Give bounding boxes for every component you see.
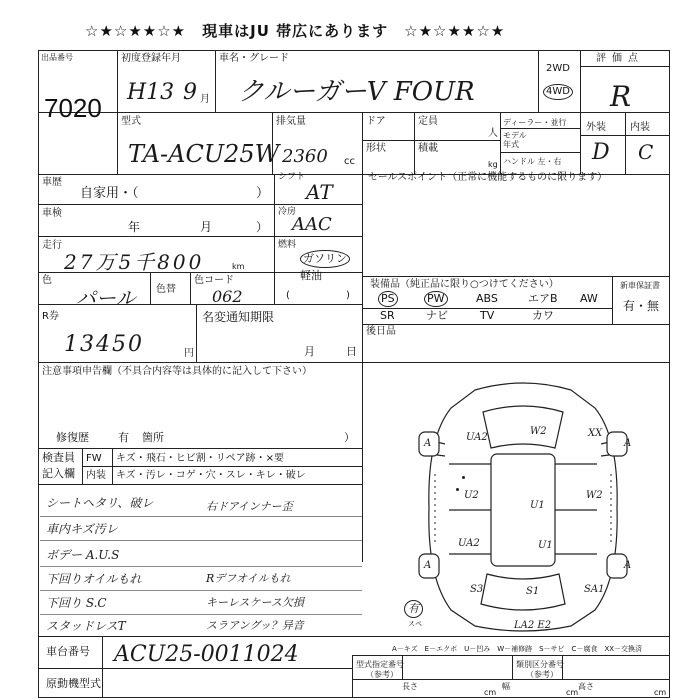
eval-value: R (610, 80, 632, 113)
height-unit: cm (654, 688, 667, 697)
deadline-day: 日 (346, 345, 357, 358)
remark-right-1: 右ドアインナー歪 (206, 500, 293, 513)
mileage-label: 走行 (42, 240, 62, 251)
notes-label: 注意事項申告欄（不具合内容等は具体的に記入して下さい） (42, 366, 312, 377)
fuel-gas: ガソリン (300, 250, 350, 268)
inspection-close: ） (256, 220, 269, 234)
class-label: 類別区分番号 (516, 660, 564, 669)
damage-label: A (624, 560, 632, 571)
repair-place: 箇所 (142, 431, 164, 444)
dealer-label: ディーラー・並行 (503, 118, 567, 127)
drive-4wd: 4WD (543, 84, 573, 100)
color-label: 色 (42, 275, 52, 286)
warranty-label: 新車保証書 (620, 281, 660, 290)
damage-label: S3 (470, 584, 484, 595)
inspector-int: 内装 (86, 470, 106, 481)
damage-label: UA2 (458, 538, 480, 549)
car-name-label: 車名・グレード (219, 53, 289, 64)
int-label: 内装 (630, 122, 650, 133)
model-cert-ref: （参考） (366, 670, 398, 679)
width-label: 幅 (502, 682, 510, 691)
model-year-label: モデル年式 (503, 131, 527, 149)
model-value: TA-ACU25W (128, 140, 280, 168)
damage-label: UA2 (466, 432, 488, 443)
inspection-label: 車検 (42, 208, 62, 219)
color-code-label: 色コード (194, 275, 234, 286)
history-label: 車歴 (42, 177, 62, 188)
repair-value: 有 (118, 431, 129, 444)
disp-value: 2360 (282, 146, 328, 167)
mileage-value: 27万5千800 (64, 250, 205, 274)
remark-6: スタッドレスT (46, 619, 126, 633)
mileage-unit: km (232, 262, 245, 271)
load-unit: kg (488, 160, 498, 169)
remark-3: ボデー A.U.S (46, 548, 120, 562)
recycle-unit: 円 (184, 348, 194, 359)
color-code-value: 062 (212, 287, 243, 306)
history-close: ） (256, 186, 270, 201)
damage-label: W2 (586, 490, 603, 501)
height-label: 高さ (578, 682, 594, 691)
damage-label: SA1 (584, 584, 605, 595)
equip-sr: SR (380, 309, 395, 322)
handle-label: ハンドル 左・右 (503, 157, 562, 166)
damage-label: A (424, 438, 432, 449)
equip-aw: AW (580, 292, 598, 305)
damage-label: U1 (530, 500, 545, 511)
reg-era: H13 (127, 80, 175, 105)
engine-label: 原動機型式 (46, 677, 101, 690)
inspector-int-items: キズ・汚レ・コゲ・穴・スレ・キレ・破レ (116, 470, 306, 481)
fuel-diesel: 軽油 (300, 269, 322, 282)
warranty-value: 有・無 (623, 299, 660, 313)
equip-ps: PS (378, 291, 398, 307)
class-ref: （参考） (526, 670, 558, 679)
history-value: 自家用・（ (80, 186, 139, 201)
shift-value: AT (306, 180, 333, 204)
remark-5: 下回り S.C (46, 596, 107, 610)
remark-1: シートヘタリ、破レ (46, 496, 154, 510)
recycle-label: R券 (42, 311, 59, 322)
inspector-fw-items: キズ・飛石・ヒビ割・リペア跡・×要 (116, 453, 284, 464)
seats-unit: 人 (488, 128, 498, 139)
deadline-month: 月 (304, 345, 315, 358)
remark-4: 下回りオイルもれ (46, 572, 142, 586)
chassis-label: 車台番号 (46, 645, 90, 658)
door-label: ドア (366, 116, 386, 127)
damage-label: A (624, 438, 632, 449)
ac-label: 冷房 (278, 207, 297, 217)
shape-label: 形状 (366, 143, 386, 154)
model-cert-label: 型式指定番号 (356, 660, 404, 669)
fuel-close: ) (346, 290, 350, 301)
reg-month: 9 (183, 80, 197, 105)
remark-right-4: スラアングッ？异音 (206, 619, 304, 632)
damage-label: XX (588, 428, 603, 439)
fuel-label: 燃料 (278, 240, 297, 250)
damage-label: U1 (538, 540, 553, 551)
car-damage-diagram (405, 378, 641, 638)
fuel-open: ( (286, 290, 290, 301)
repair-label: 修復歴 (56, 431, 89, 444)
inspector-label-2: 記入欄 (42, 467, 75, 480)
eval-label: 評価点 (596, 53, 644, 64)
remark-2: 車内キズ汚レ (46, 522, 118, 536)
damage-dot (456, 488, 459, 491)
seats-label: 定員 (418, 116, 438, 127)
damage-label: W2 (530, 426, 547, 437)
damage-label: A (424, 560, 432, 571)
ext-value: D (592, 140, 610, 165)
remark-right-3: キーレスケース欠損 (206, 596, 304, 609)
equip-tv: TV (480, 309, 495, 322)
page-header: ☆★☆★★☆★ 現車はJU 帯広にあります ☆★☆★★☆★ (85, 22, 506, 40)
width-unit: cm (566, 688, 579, 697)
equip-airbag: エアB (528, 292, 558, 305)
spare-circle: 有 (404, 600, 423, 618)
equip-navi: ナビ (426, 309, 448, 322)
sales-point-label: セールスポイント（正常に機能するものに限ります） (368, 172, 608, 183)
lot-number: 7020 (44, 93, 102, 123)
damage-label: LA2 E2 (514, 620, 552, 631)
disp-label: 排気量 (276, 116, 306, 127)
length-unit: cm (484, 688, 497, 697)
int-value: C (638, 140, 654, 164)
equip-pw: PW (424, 291, 448, 307)
spare-label: スペ (408, 620, 422, 628)
ext-label: 外装 (586, 122, 606, 133)
disp-unit: cc (344, 156, 355, 167)
color-value: パール (76, 286, 136, 310)
damage-label: S1 (526, 586, 540, 597)
reg-label: 初度登録年月 (121, 53, 181, 64)
damage-label: U2 (464, 490, 479, 501)
rear-seat-label: 後日品 (366, 326, 396, 337)
inspection-month: 月 (200, 220, 213, 234)
ac-value: AAC (292, 214, 332, 235)
chassis-value: ACU25-0011024 (114, 642, 299, 667)
length-label: 長さ (402, 682, 418, 691)
damage-dot (462, 476, 465, 479)
car-name: クルーガーV FOUR (238, 77, 475, 107)
repaint-label: 色替 (156, 284, 176, 295)
inspection-year: 年 (128, 220, 141, 234)
equipment-label: 装備品（純正品に限り○つけてください） (370, 279, 559, 290)
equip-abs: ABS (476, 292, 498, 305)
reg-month-unit: 月 (200, 94, 210, 105)
load-label: 積載 (418, 143, 438, 154)
equip-leather: カワ (532, 309, 554, 322)
diagram-legend: A－キズ E－エクボ U－凹み W－補修跡 S－サビ C－腐食 XX－交換済 (392, 645, 643, 653)
inspector-label-1: 検査員 (42, 451, 75, 464)
inspector-fw: FW (86, 453, 102, 464)
model-label: 型式 (121, 116, 141, 127)
remark-right-2: Rデフオイルもれ (206, 572, 291, 585)
repair-close: ） (344, 431, 355, 444)
lot-label: 出品番号 (41, 53, 73, 62)
shift-label: シフト (278, 172, 306, 182)
deadline-label: 名変通知期限 (202, 310, 275, 324)
recycle-value: 13450 (64, 332, 144, 357)
drive-2wd: 2WD (546, 63, 570, 74)
